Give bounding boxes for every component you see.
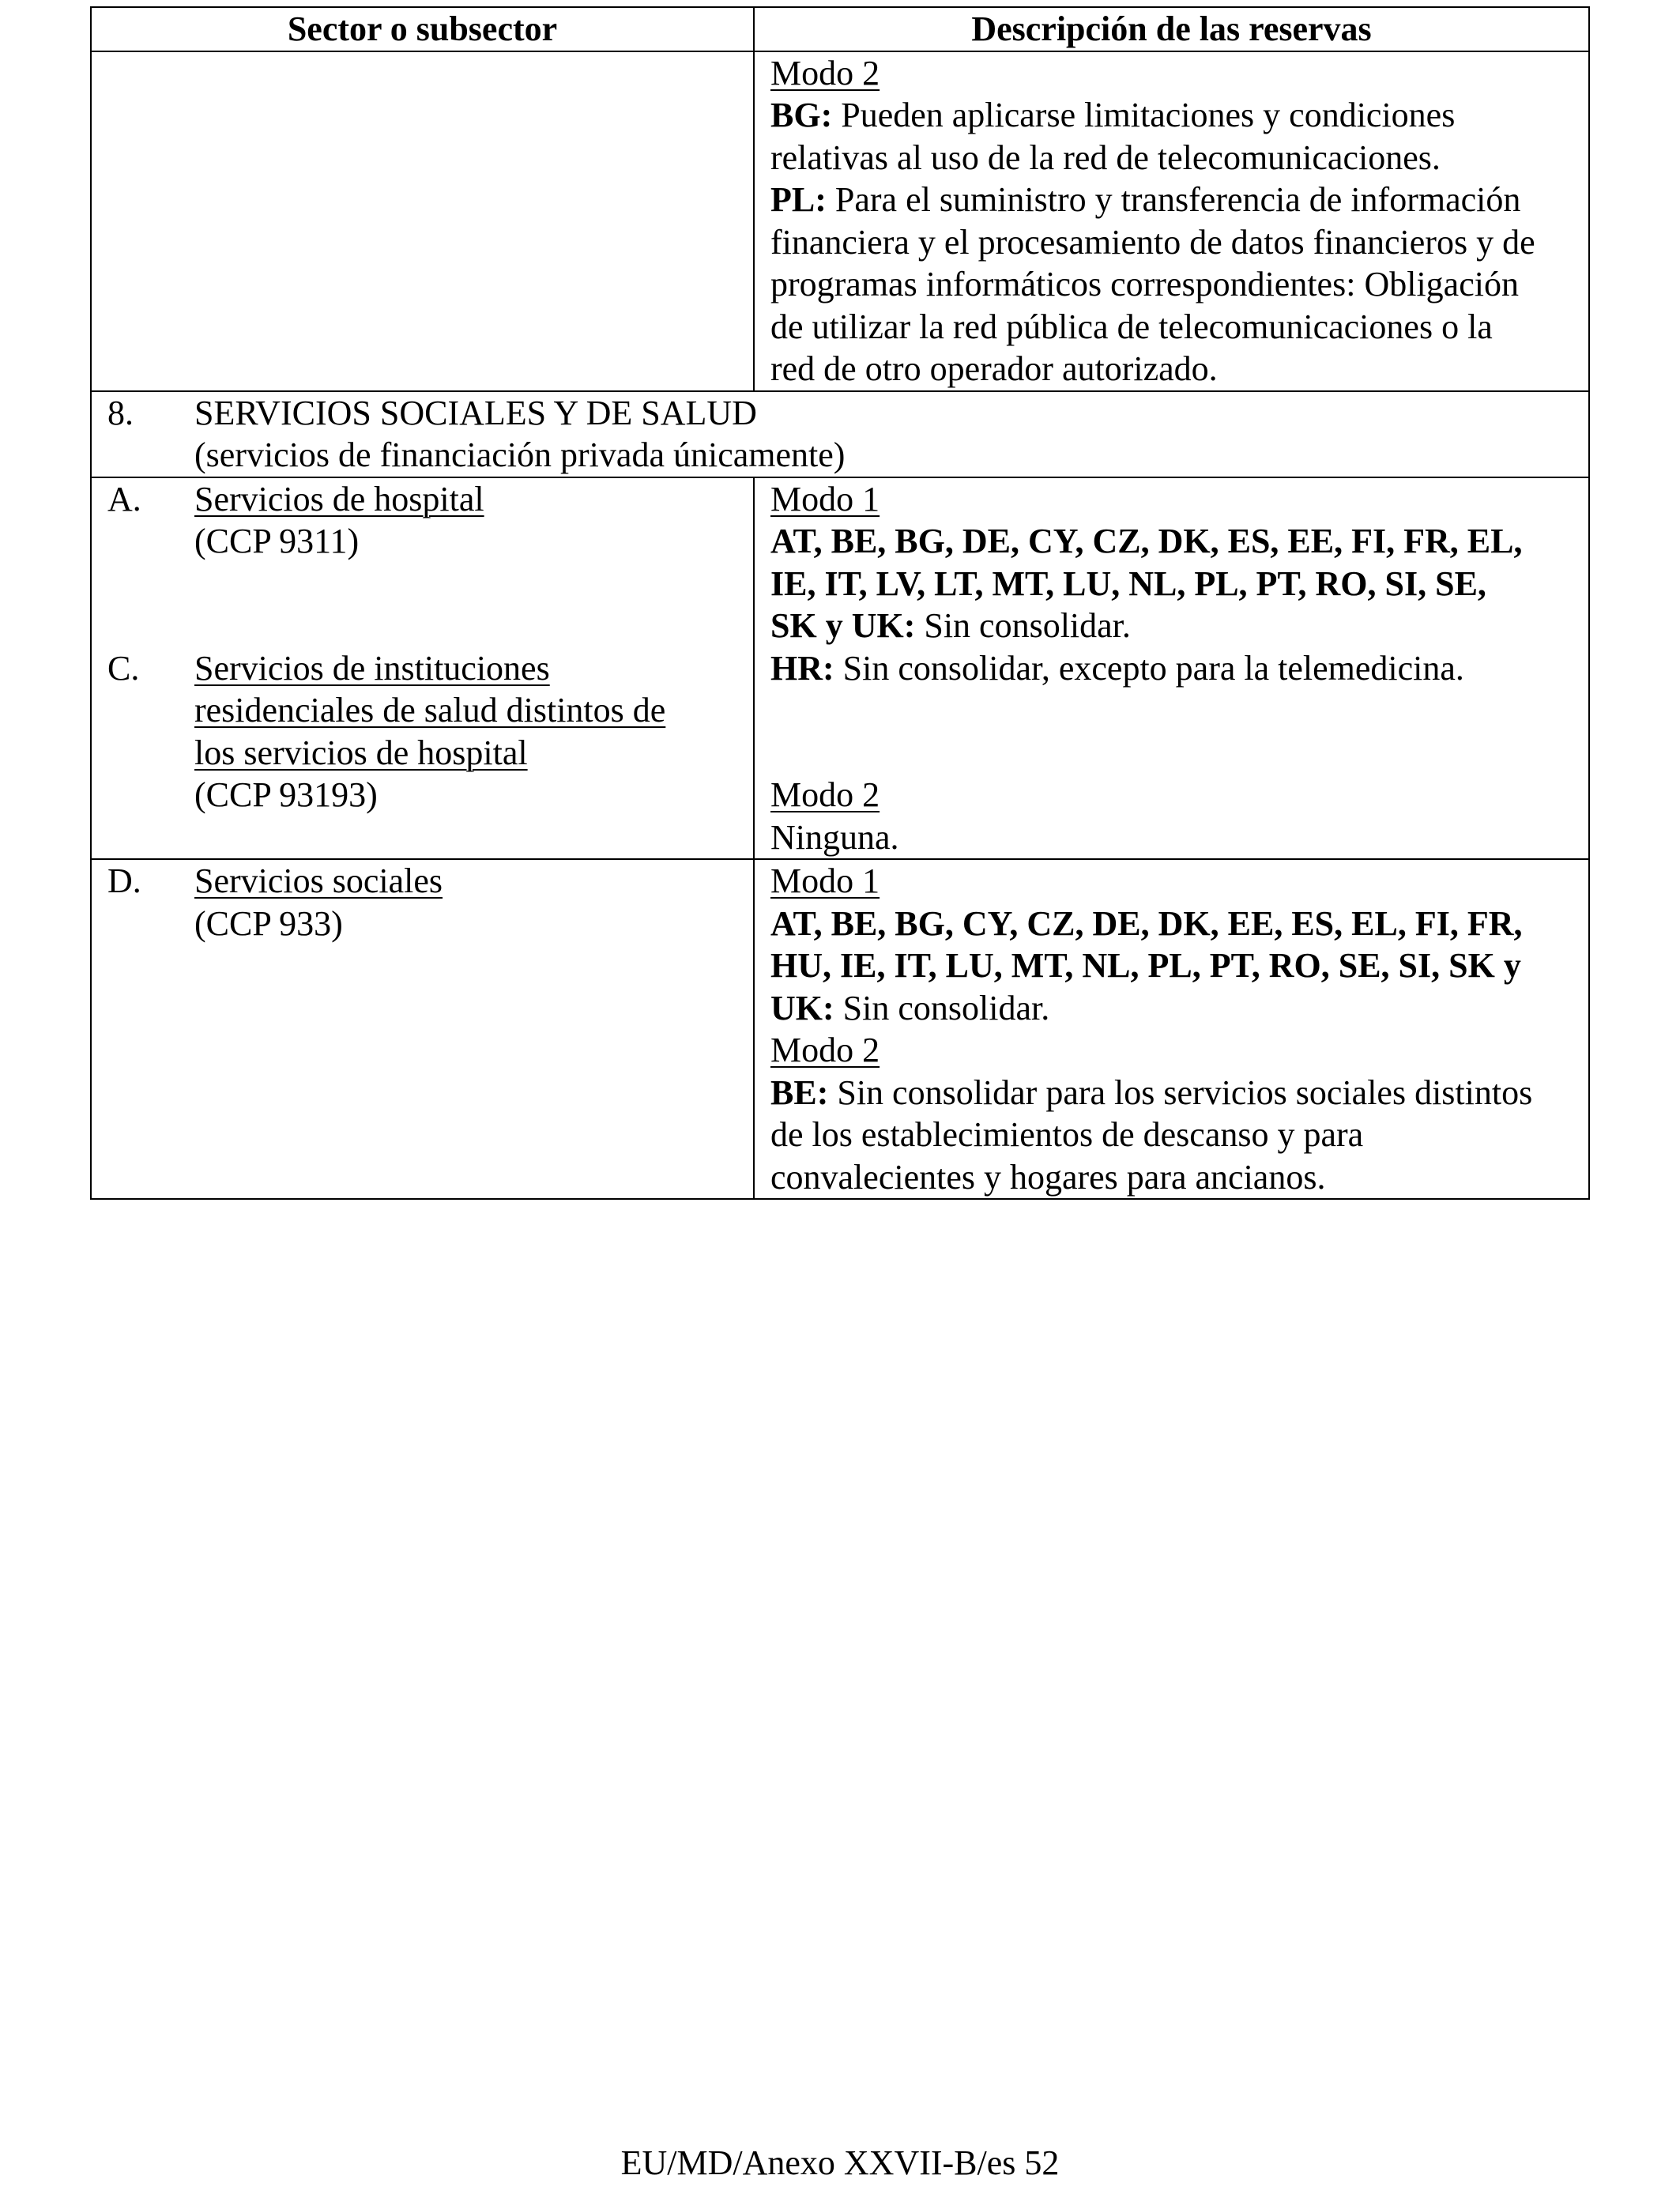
subsector-c-letter: C. <box>107 648 140 688</box>
mode1-codes-1: AT, BE, BG, DE, CY, CZ, DK, ES, EE, FI, FR, EL, <box>770 522 1523 560</box>
be-text-1: Sin consolidar para los servicios sociales distintos <box>828 1072 1533 1112</box>
sector-cell-hospital <box>91 477 754 860</box>
pl-text-5: red de otro operador autorizado. <box>770 349 1218 388</box>
bg-text-2: relativas al uso de la red de telecomunicaciones. <box>770 138 1441 177</box>
country-code-bg: BG: <box>770 96 833 134</box>
table-row-section-8 <box>91 391 1589 477</box>
description-cell-continuation <box>754 51 1589 391</box>
mode1-label: Modo 1 <box>770 861 880 900</box>
subsector-d-title: Servicios sociales <box>194 861 443 900</box>
reservations-table <box>90 6 1590 1200</box>
mode2-label: Modo 2 <box>770 53 880 92</box>
country-code-hr: HR: <box>770 648 834 688</box>
sector-cell-social <box>91 859 754 1199</box>
subsector-a-ccp: (CCP 9311) <box>194 522 360 560</box>
be-text-3: convalecientes y hogares para ancianos. <box>770 1157 1326 1197</box>
mode1-text: Sin consolidar. <box>834 988 1050 1027</box>
section-8-number: 8. <box>107 393 134 432</box>
subsector-a-title: Servicios de hospital <box>194 479 484 518</box>
bg-text-1: Pueden aplicarse limitaciones y condiciones <box>832 96 1456 134</box>
mode2-label: Modo 2 <box>770 775 880 814</box>
subsector-c-title-2: residenciales de salud distintos de <box>194 691 666 729</box>
subsector-d-ccp: (CCP 933) <box>194 903 343 943</box>
description-cell-social <box>754 859 1589 1199</box>
mode1-codes-2: IE, IT, LV, LT, MT, LU, NL, PL, PT, RO, SI, SE, <box>770 564 1486 603</box>
table-row-social <box>91 859 1589 1199</box>
mode1-text: Sin consolidar. <box>915 606 1131 645</box>
subsector-a <box>107 478 737 563</box>
subsector-c-ccp: (CCP 93193) <box>194 775 378 814</box>
mode1-reservation <box>770 605 1573 647</box>
mode1-codes-3: SK y UK: <box>770 606 916 645</box>
pl-text-4: de utilizar la red pública de telecomunicaciones o la <box>770 307 1493 346</box>
mode1-reservation <box>770 987 1573 1030</box>
section-8-cell <box>91 391 1589 477</box>
table-header-row <box>91 7 1589 51</box>
mode1-codes-2: HU, IE, IT, LU, MT, NL, PL, PT, RO, SE, SI, SK y <box>770 946 1521 985</box>
description-cell-hospital <box>754 477 1589 860</box>
hr-text: Sin consolidar, excepto para la telemedicina. <box>834 648 1464 688</box>
subsector-c-title-3: los servicios de hospital <box>194 733 528 772</box>
mode1-codes-1: AT, BE, BG, CY, CZ, DE, DK, EE, ES, EL, FI, FR, <box>770 903 1523 943</box>
subsector-c <box>107 647 737 816</box>
subsector-c-title-1: Servicios de instituciones <box>194 648 550 688</box>
table-row-hospital <box>91 477 1589 860</box>
header-description: Descripción de las reservas <box>754 7 1589 51</box>
country-code-be: BE: <box>770 1072 829 1112</box>
section-8-heading <box>107 392 1573 477</box>
pl-text-3: programas informáticos correspondientes: Obligación <box>770 265 1519 303</box>
mode1-label: Modo 1 <box>770 479 880 518</box>
be-text-2: de los establecimientos de descanso y para <box>770 1115 1364 1154</box>
pl-text-2: financiera y el procesamiento de datos financieros y de <box>770 222 1535 262</box>
header-sector: Sector o subsector <box>91 7 754 51</box>
sector-cell-empty <box>91 51 754 391</box>
subsector-d-letter: D. <box>107 861 141 900</box>
mode1-codes-3: UK: <box>770 988 834 1027</box>
pl-reservation <box>770 179 1573 221</box>
bg-reservation <box>770 94 1573 137</box>
country-code-pl: PL: <box>770 180 827 219</box>
hr-reservation <box>770 647 1573 690</box>
page-footer: EU/MD/Anexo XXVII-B/es 52 <box>620 2143 1060 2182</box>
mode2-text: Ninguna. <box>770 817 899 857</box>
subsector-a-letter: A. <box>107 479 141 518</box>
section-8-subtitle: (servicios de financiación privada únicamente) <box>194 435 846 474</box>
section-8-title: SERVICIOS SOCIALES Y DE SALUD <box>194 393 757 432</box>
pl-text-1: Para el suministro y transferencia de información <box>826 180 1521 219</box>
table-row-continuation <box>91 51 1589 391</box>
mode2-label: Modo 2 <box>770 1031 880 1069</box>
subsector-d <box>107 860 737 944</box>
be-reservation <box>770 1072 1573 1114</box>
